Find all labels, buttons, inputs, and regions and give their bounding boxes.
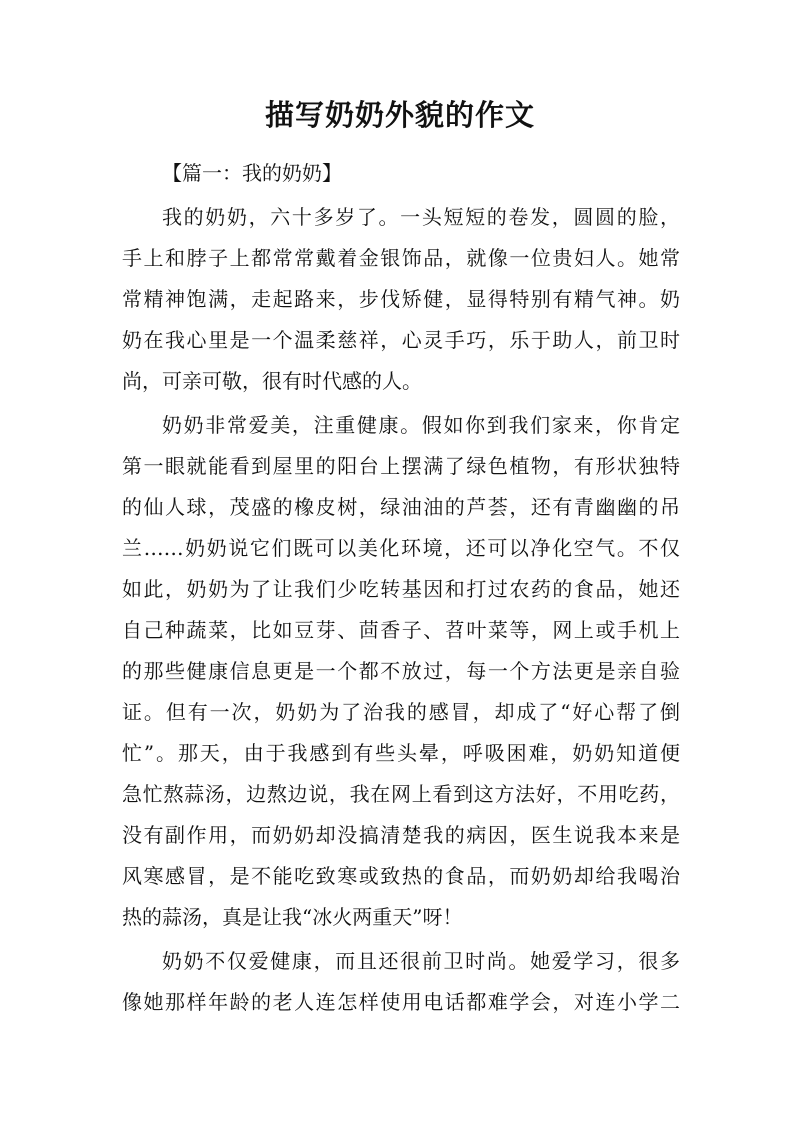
paragraph-line: 的那些健康信息更是一个都不放过，每一个方法更是亲自验 xyxy=(122,659,680,683)
paragraph-line: 没有副作用，而奶奶却没搞清楚我的病因，医生说我本来是 xyxy=(122,823,680,847)
paragraph-line: 像她那样年龄的老人连怎样使用电话都难学会，对连小学二 xyxy=(122,990,680,1014)
document-body xyxy=(122,153,680,1023)
paragraph-line: 如此，奶奶为了让我们少吃转基因和打过农药的食品，她还 xyxy=(122,577,680,601)
paragraph-line: 尚，可亲可敬，很有时代感的人。 xyxy=(122,369,422,393)
paragraph-line: 自己种蔬菜，比如豆芽、茴香子、苕叶菜等，网上或手机上 xyxy=(122,618,680,642)
paragraph-line: 热的蒜汤，真是让我“冰火两重天”呀！ xyxy=(122,905,463,929)
paragraph-3 xyxy=(122,941,680,1023)
paragraph-line: 手上和脖子上都常常戴着金银饰品，就像一位贵妇人。她常 xyxy=(122,246,680,270)
section-heading: 【篇一：我的奶奶】 xyxy=(162,161,342,185)
paragraph-line: 急忙熬蒜汤，边熬边说，我在网上看到这方法好，不用吃药， xyxy=(122,782,680,806)
paragraph-line: 第一眼就能看到屋里的阳台上摆满了绿色植物，有形状独特 xyxy=(122,454,680,478)
paragraph-line: 奶在我心里是一个温柔慈祥，心灵手巧，乐于助人，前卫时 xyxy=(122,328,680,352)
paragraph-line: 风寒感冒，是不能吃致寒或致热的食品，而奶奶却给我喝治 xyxy=(122,864,680,888)
paragraph-line: 常精神饱满，走起路来，步伐矫健，显得特别有精气神。奶 xyxy=(122,287,680,311)
paragraph-2 xyxy=(122,405,680,938)
paragraph-line: 我的奶奶，六十多岁了。一头短短的卷发，圆圆的脸， xyxy=(162,205,680,229)
paragraph-line: 证。但有一次，奶奶为了治我的感冒，却成了“好心帮了倒 xyxy=(122,700,680,724)
paragraph-1 xyxy=(122,197,680,402)
paragraph-line: 奶奶非常爱美，注重健康。假如你到我们家来，你肯定 xyxy=(162,413,680,437)
paragraph-line: 兰……奶奶说它们既可以美化环境，还可以净化空气。不仅 xyxy=(122,536,680,560)
document-title: 描写奶奶外貌的作文 xyxy=(264,98,535,132)
paragraph-line: 的仙人球，茂盛的橡皮树，绿油油的芦荟，还有青幽幽的吊 xyxy=(122,495,680,519)
paragraph-line: 忙”。那天，由于我感到有些头晕，呼吸困难，奶奶知道便 xyxy=(122,741,680,765)
paragraph-line: 奶奶不仅爱健康，而且还很前卫时尚。她爱学习，很多 xyxy=(162,949,680,973)
